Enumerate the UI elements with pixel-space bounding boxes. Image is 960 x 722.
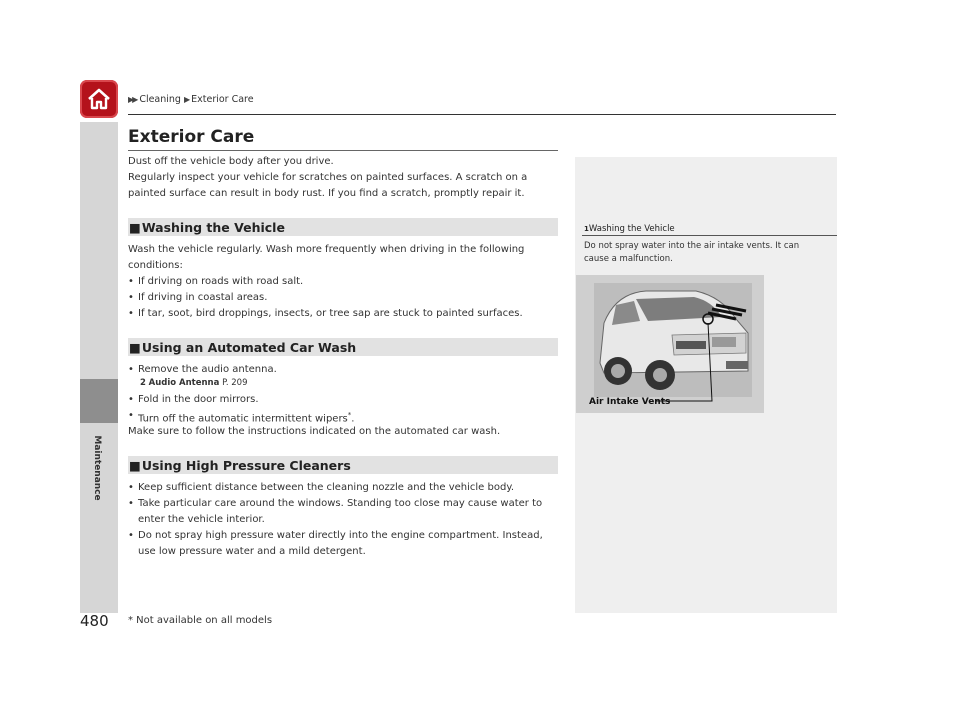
suv-illustration-icon xyxy=(576,275,764,413)
home-icon xyxy=(86,87,112,111)
intro-line: Dust off the vehicle body after you drive. xyxy=(128,156,334,167)
section-marker-icon: ■ xyxy=(129,457,141,473)
breadcrumb-arrow-icon: ▶ xyxy=(183,95,189,104)
list-item: • If driving in coastal areas. xyxy=(128,290,560,306)
intro-line: painted surface can result in body rust. If you find a scratch, promptly repair it. xyxy=(128,188,525,199)
reference-marker-icon: 1 xyxy=(584,225,589,233)
bullet-icon: • xyxy=(128,394,134,405)
vehicle-figure xyxy=(576,275,764,413)
bullet-icon: • xyxy=(128,364,134,375)
list-item: • Turn off the automatic intermittent wipers*. xyxy=(128,408,560,427)
side-note-divider xyxy=(582,235,837,236)
bullet-icon: • xyxy=(128,276,134,287)
list-item: • Take particular care around the windows. Standing too close may cause water to xyxy=(128,496,560,512)
list-item: • Fold in the door mirrors. xyxy=(128,392,560,408)
section-marker-icon: ■ xyxy=(129,339,141,355)
intro-line: Regularly inspect your vehicle for scratches on painted surfaces. A scratch on a xyxy=(128,172,528,183)
bullet-icon: • xyxy=(128,292,134,303)
section-marker-icon: ■ xyxy=(129,219,141,235)
breadcrumb xyxy=(128,94,254,105)
list-item-continuation: use low pressure water and a mild detergent. xyxy=(138,546,366,557)
list-item: • Keep sufficient distance between the cleaning nozzle and the vehicle body. xyxy=(128,480,560,496)
bullet-icon: • xyxy=(128,308,134,319)
reference-arrow-icon: 2 xyxy=(140,378,146,388)
bullet-icon: • xyxy=(128,482,134,493)
footnote: * Not available on all models xyxy=(128,615,273,626)
section-title: Using High Pressure Cleaners xyxy=(141,457,351,473)
breadcrumb-item-exterior-care[interactable]: Exterior Care xyxy=(191,94,254,105)
paragraph-line: Make sure to follow the instructions indicated on the automated car wash. xyxy=(128,426,501,437)
breadcrumb-arrow-icon: ▶▶ xyxy=(128,95,137,104)
chapter-label: Maintenance xyxy=(92,435,102,501)
reference-title: Audio Antenna xyxy=(148,378,220,388)
paragraph-line: Wash the vehicle regularly. Wash more frequently when driving in the following xyxy=(128,244,525,255)
figure-callout-label: Air Intake Vents xyxy=(589,397,671,407)
reference-page: P. 209 xyxy=(222,378,248,388)
side-note-title: 1Washing the Vehicle xyxy=(584,224,675,234)
list-item: • Remove the audio antenna. xyxy=(128,362,560,378)
page-number: 480 xyxy=(80,612,109,630)
page-title: Exterior Care xyxy=(128,127,255,147)
side-note-body xyxy=(584,240,829,266)
breadcrumb-item-cleaning[interactable]: Cleaning xyxy=(139,94,181,105)
cross-reference-link[interactable] xyxy=(140,378,248,388)
side-index-strip xyxy=(80,122,118,379)
section-header-high-pressure xyxy=(128,456,558,474)
section-title: Washing the Vehicle xyxy=(141,219,285,235)
bullet-icon: • xyxy=(128,410,134,421)
section-header-washing xyxy=(128,218,558,236)
side-note-line: cause a malfunction. xyxy=(584,254,673,264)
side-note-line: Do not spray water into the air intake vents. It can xyxy=(584,241,800,251)
home-button[interactable] xyxy=(80,80,118,118)
bullet-icon: • xyxy=(128,498,134,509)
title-divider xyxy=(128,150,558,151)
section-title: Using an Automated Car Wash xyxy=(141,339,357,355)
header-divider xyxy=(128,114,836,115)
list-item: • If tar, soot, bird droppings, insects, or tree sap are stuck to painted surfaces. xyxy=(128,306,560,322)
side-index-active-tab[interactable] xyxy=(80,379,118,423)
list-item: • Do not spray high pressure water directly into the engine compartment. Instead, xyxy=(128,528,560,544)
footnote-mark: * xyxy=(347,411,352,419)
list-item-continuation: enter the vehicle interior. xyxy=(138,514,265,525)
list-item: • If driving on roads with road salt. xyxy=(128,274,560,290)
bullet-icon: • xyxy=(128,530,134,541)
section-header-car-wash xyxy=(128,338,558,356)
paragraph-line: conditions: xyxy=(128,260,183,271)
